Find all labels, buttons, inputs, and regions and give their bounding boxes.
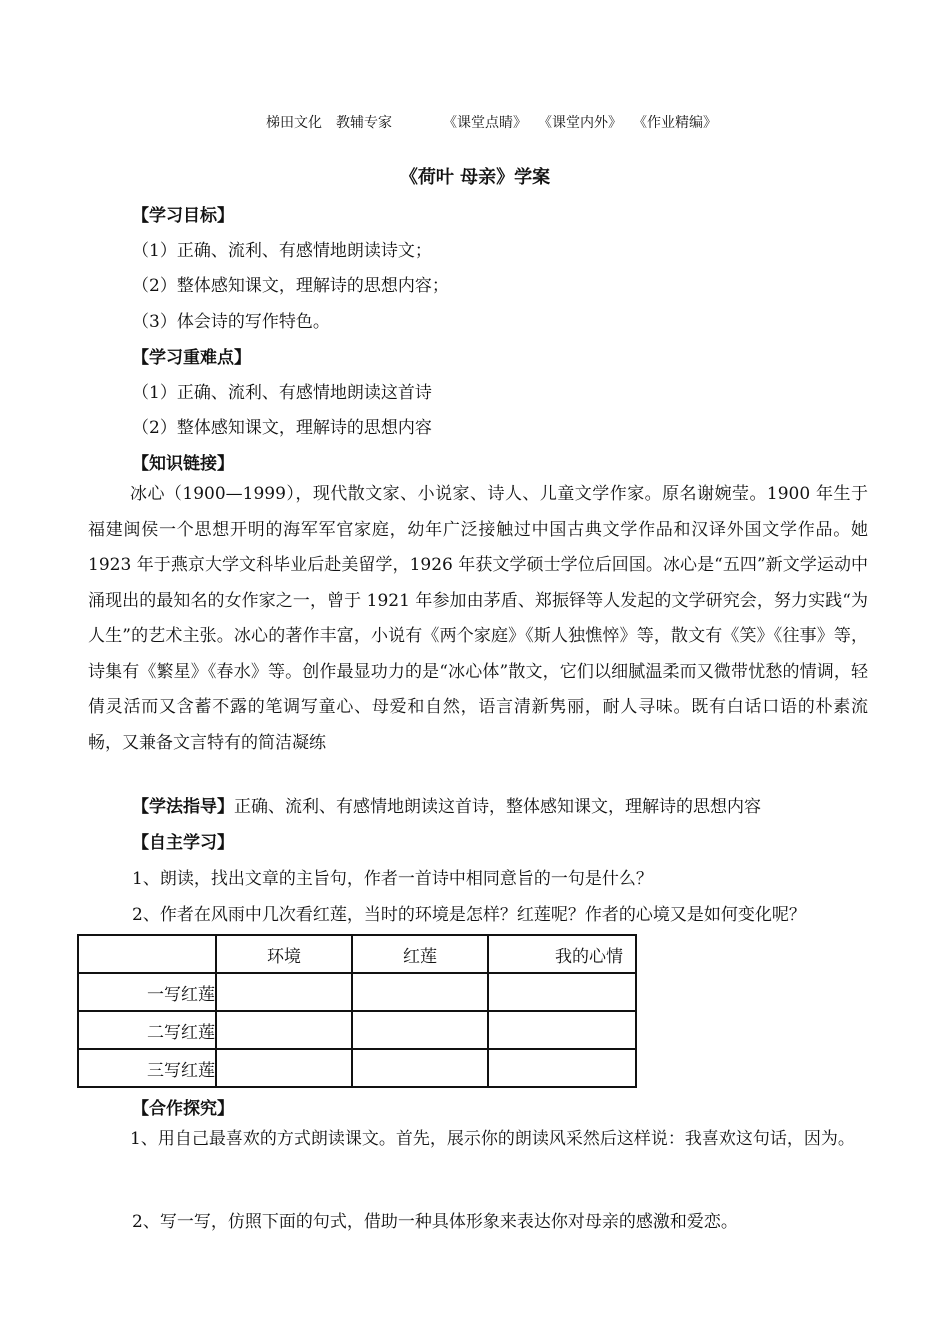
table-blank-cell[interactable]: [216, 1049, 352, 1087]
cooperate-question-1: 1、用自己最喜欢的方式朗读课文。首先，展示你的朗读风采然后这样说：我喜欢这句话，因为。: [130, 1129, 855, 1149]
table-blank-cell[interactable]: [352, 973, 488, 1011]
goal-item-1: （1）正确、流利、有感情地朗读诗文；: [132, 241, 432, 261]
cooperate-heading: 【合作探究】: [132, 1099, 234, 1119]
knowledge-heading: 【知识链接】: [132, 454, 234, 474]
table-row-label: 一写红莲: [78, 973, 216, 1011]
table-row: [78, 973, 636, 1011]
table-blank-cell[interactable]: [216, 973, 352, 1011]
header-book-2: 《课堂内外》: [538, 115, 622, 131]
self-study-heading: 【自主学习】: [132, 833, 234, 853]
key-point-2: （2）整体感知课文，理解诗的思想内容: [132, 418, 432, 438]
table-blank-cell[interactable]: [352, 1011, 488, 1049]
method-line: [132, 792, 761, 817]
method-text: 正确、流利、有感情地朗读这首诗，整体感知课文，理解诗的思想内容: [234, 797, 761, 817]
table-header-cell: 我的心情: [488, 935, 636, 973]
goal-item-2: （2）整体感知课文，理解诗的思想内容；: [132, 276, 449, 296]
goal-item-3: （3）体会诗的写作特色。: [132, 312, 330, 332]
table-header-cell: 环境: [216, 935, 352, 973]
table-blank-cell[interactable]: [488, 1049, 636, 1087]
table-row-label: 二写红莲: [78, 1011, 216, 1049]
self-study-question-1: 1、朗读，找出文章的主旨句，作者一首诗中相同意旨的一句是什么？: [132, 869, 653, 889]
table-blank-cell[interactable]: [488, 1011, 636, 1049]
red-lotus-table: [77, 934, 637, 1088]
header-book-3: 《作业精编》: [633, 115, 717, 131]
page-title: 《荷叶 母亲》学案: [399, 167, 551, 188]
self-study-question-2: 2、作者在风雨中几次看红莲，当时的环境是怎样？红莲呢？作者的心境又是如何变化呢？: [132, 905, 806, 925]
table-blank-cell[interactable]: [352, 1049, 488, 1087]
table-header-cell: [78, 935, 216, 973]
table-row: [78, 1049, 636, 1087]
method-heading: 【学法指导】: [132, 797, 234, 817]
key-point-1: （1）正确、流利、有感情地朗读这首诗: [132, 383, 432, 403]
table-header-row: [78, 935, 636, 973]
goals-heading: 【学习目标】: [132, 206, 234, 226]
header-brand: 梯田文化 教辅专家: [266, 115, 392, 131]
table-blank-cell[interactable]: [216, 1011, 352, 1049]
key-points-heading: 【学习重难点】: [132, 348, 251, 368]
table-blank-cell[interactable]: [488, 973, 636, 1011]
knowledge-paragraph: 冰心（1900—1999），现代散文家、小说家、诗人、儿童文学作家。原名谢婉莹。1900 年生于福建闽侯一个思想开明的海军军官家庭，幼年广泛接触过中国古典文学作品和汉译外国文学作品。她 1923 年于燕京大学文科毕业后赴美留学，1926 年获文学硕士学位后回国。冰心是“五四”新文学运动中涌现出的最知名的女作家之一，曾于 1921 年参加由茅盾、郑振铎等人发起的文学研究会，努力实践“为人生”的艺术主张。冰心的著作丰富，小说有《两个家庭》《斯人独憔悴》等，散文有《笑》《往事》等，诗集有《繁星》《春水》等。创作最显功力的是“冰心体”散文，它们以细腻温柔而又微带忧愁的情调，轻倩灵活而又含蓄不露的笔调写童心、母爱和自然，语言清新隽丽，耐人寻味。既有白话口语的朴素流畅，又兼备文言特有的简洁凝练: [88, 484, 868, 753]
table-header-cell: 红莲: [352, 935, 488, 973]
cooperate-question-2: 2、写一写，仿照下面的句式，借助一种具体形象来表达你对母亲的感激和爱恋。: [132, 1212, 738, 1232]
table-row: [78, 1011, 636, 1049]
header-book-1: 《课堂点睛》: [443, 115, 527, 131]
table-row-label: 三写红莲: [78, 1049, 216, 1087]
